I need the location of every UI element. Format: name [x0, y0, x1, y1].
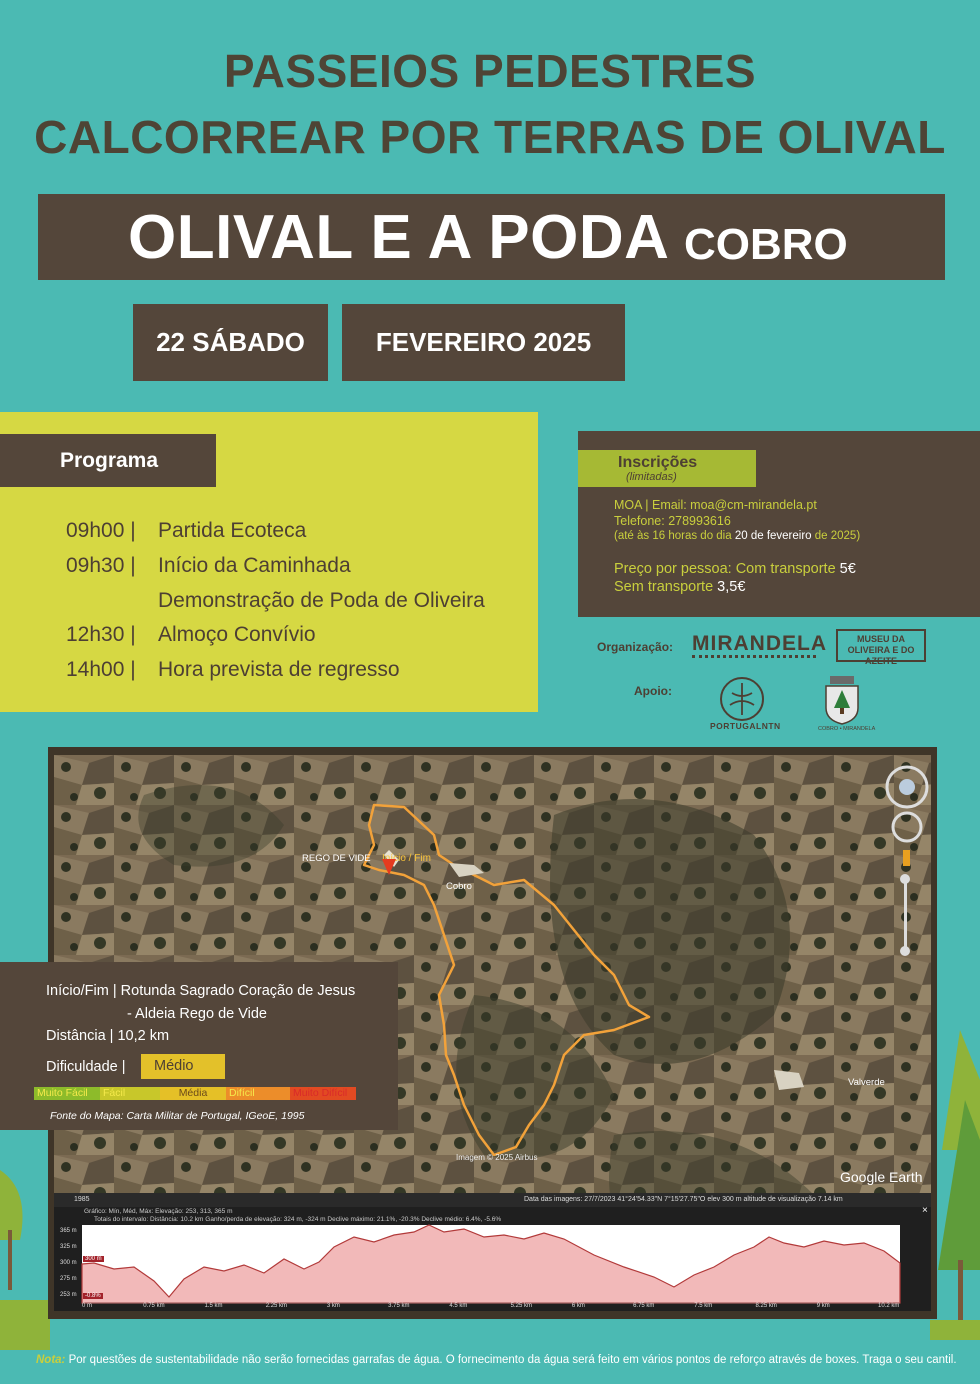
program-item: 09h30 | Início da Caminhada: [66, 554, 351, 577]
museu-logo: MUSEU DA OLIVEIRA E DO AZEITE: [836, 629, 926, 662]
footer-note: Nota: Por questões de sustentabilidade não serão fornecidas garrafas de água. O fornecimento da água será feito em vários pontos de reforço através de boxes. Traga o seu cantil.: [36, 1354, 957, 1366]
decorative-trees-left: [0, 1150, 50, 1350]
registration-heading: Inscrições (limitadas): [578, 450, 756, 487]
x-tick: 0 m: [82, 1303, 93, 1309]
series-subtitle: CALCORREAR POR TERRAS DE OLIVAL: [34, 111, 946, 163]
x-axis: [82, 1303, 900, 1311]
level-hard: Difícil: [226, 1087, 290, 1100]
program-item: 09h00 | Partida Ecoteca: [66, 519, 307, 542]
map-source: Fonte do Mapa: Carta Militar de Portugal, IGeoE, 1995: [50, 1110, 305, 1122]
level-very-hard: Muito Difícil: [290, 1087, 356, 1100]
y-tick: 325 m: [60, 1244, 77, 1250]
cursor-slope: -0.8%: [85, 1293, 101, 1299]
portugalntn-logo-icon: [718, 675, 766, 723]
organization-label: Organização:: [597, 640, 674, 654]
date-day: 22 SÁBADO: [133, 304, 328, 381]
price-with-transport: Preço por pessoa: Com transporte 5€: [614, 561, 856, 577]
registration-deadline: (até às 16 horas do dia 20 de fevereiro de 2025): [614, 530, 861, 542]
y-tick: 365 m: [60, 1228, 77, 1234]
level-very-easy: Muito Fácil: [34, 1087, 100, 1100]
decorative-trees: [930, 1030, 980, 1340]
portugalntn-label: PORTUGALNTN: [710, 721, 781, 731]
support-label: Apoio:: [634, 684, 672, 698]
x-tick: 10.2 km: [878, 1303, 900, 1309]
imagery-credit: Imagem © 2025 Airbus: [456, 1153, 538, 1162]
profile-totals: Totais do intervalo: Distância: 10.2 km Ganho/perda de elevação: 324 m, -324 m Declive máximo: 21.1%, -20.3% Declive médio: 6.4%, -5.6%: [94, 1216, 502, 1223]
date-month: FEVEREIRO 2025: [342, 304, 625, 381]
history-year[interactable]: 1985: [74, 1196, 90, 1203]
x-tick: 8.25 km: [755, 1303, 777, 1309]
x-tick: 3.75 km: [388, 1303, 410, 1309]
mirandela-logo: MIRANDELA: [692, 632, 827, 655]
price-without-transport: Sem transporte 3,5€: [614, 579, 746, 595]
difficulty-label: Dificuldade |: [46, 1059, 126, 1075]
route-info-panel: [0, 962, 398, 1130]
elevation-profile: [54, 1207, 931, 1311]
x-tick: 4.5 km: [449, 1303, 468, 1309]
registration-phone: Telefone: 278993616: [614, 514, 731, 528]
difficulty-value: Médio: [141, 1054, 225, 1079]
program-heading: Programa: [0, 434, 216, 487]
x-tick: 6 km: [571, 1303, 585, 1309]
mirandela-logo-underline: [692, 655, 816, 658]
program-item: 12h30 | Almoço Convívio: [66, 623, 316, 646]
close-profile-icon[interactable]: ×: [922, 1205, 928, 1216]
event-banner: [38, 194, 945, 280]
start-point: Início/Fim | Rotunda Sagrado Coração de Jesus: [46, 983, 356, 999]
registration-contact: MOA | Email: moa@cm-mirandela.pt: [614, 498, 817, 512]
program-item: 14h00 | Hora prevista de regresso: [66, 658, 400, 681]
status-bar: [54, 1193, 931, 1207]
difficulty-scale: [34, 1087, 356, 1100]
x-tick: 1.5 km: [204, 1303, 223, 1309]
x-tick: 9 km: [816, 1303, 830, 1309]
level-medium: Média: [160, 1087, 226, 1100]
place-start-finish: Início / Fim: [382, 853, 431, 864]
program-item: Demonstração de Poda de Oliveira: [158, 589, 485, 612]
event-title: OLIVAL E A PODA: [128, 203, 670, 272]
x-tick: 0.75 km: [143, 1303, 165, 1309]
x-tick: 3 km: [326, 1303, 340, 1309]
place-valverde: Valverde: [848, 1077, 885, 1088]
cursor-elevation: 300 m: [85, 1256, 102, 1262]
x-tick: 6.75 km: [633, 1303, 655, 1309]
start-point-village: - Aldeia Rego de Vide: [127, 1006, 268, 1022]
level-easy: Fácil: [100, 1087, 160, 1100]
distance: Distância | 10,2 km: [46, 1028, 170, 1044]
place-cobro: Cobro: [446, 881, 472, 892]
profile-chart: [54, 1207, 931, 1311]
y-tick: 253 m: [60, 1292, 77, 1298]
x-tick: 7.5 km: [694, 1303, 713, 1309]
x-tick: 5.25 km: [510, 1303, 532, 1309]
google-earth-logo: Google Earth: [840, 1169, 923, 1185]
place-rego-de-vide: REGO DE VIDE: [302, 853, 371, 864]
series-title: PASSEIOS PEDESTRES: [223, 45, 757, 97]
profile-header: Gráfico: Mín, Méd, Máx: Elevação: 253, 313, 365 m: [84, 1208, 233, 1215]
start-marker-icon: [382, 859, 396, 875]
x-tick: 2.25 km: [265, 1303, 288, 1309]
status-coordinates: Data das imagens: 27/7/2023 41°24'54.33"N 7°15'27.75"O elev 300 m altitude de visualização 7.14 km: [524, 1196, 843, 1203]
cobro-crest-label: COBRO • MIRANDELA: [818, 726, 876, 732]
y-tick: 300 m: [60, 1260, 77, 1266]
y-tick: 275 m: [60, 1276, 77, 1282]
cobro-crest-icon: [820, 674, 864, 728]
event-place: COBRO: [684, 220, 848, 269]
